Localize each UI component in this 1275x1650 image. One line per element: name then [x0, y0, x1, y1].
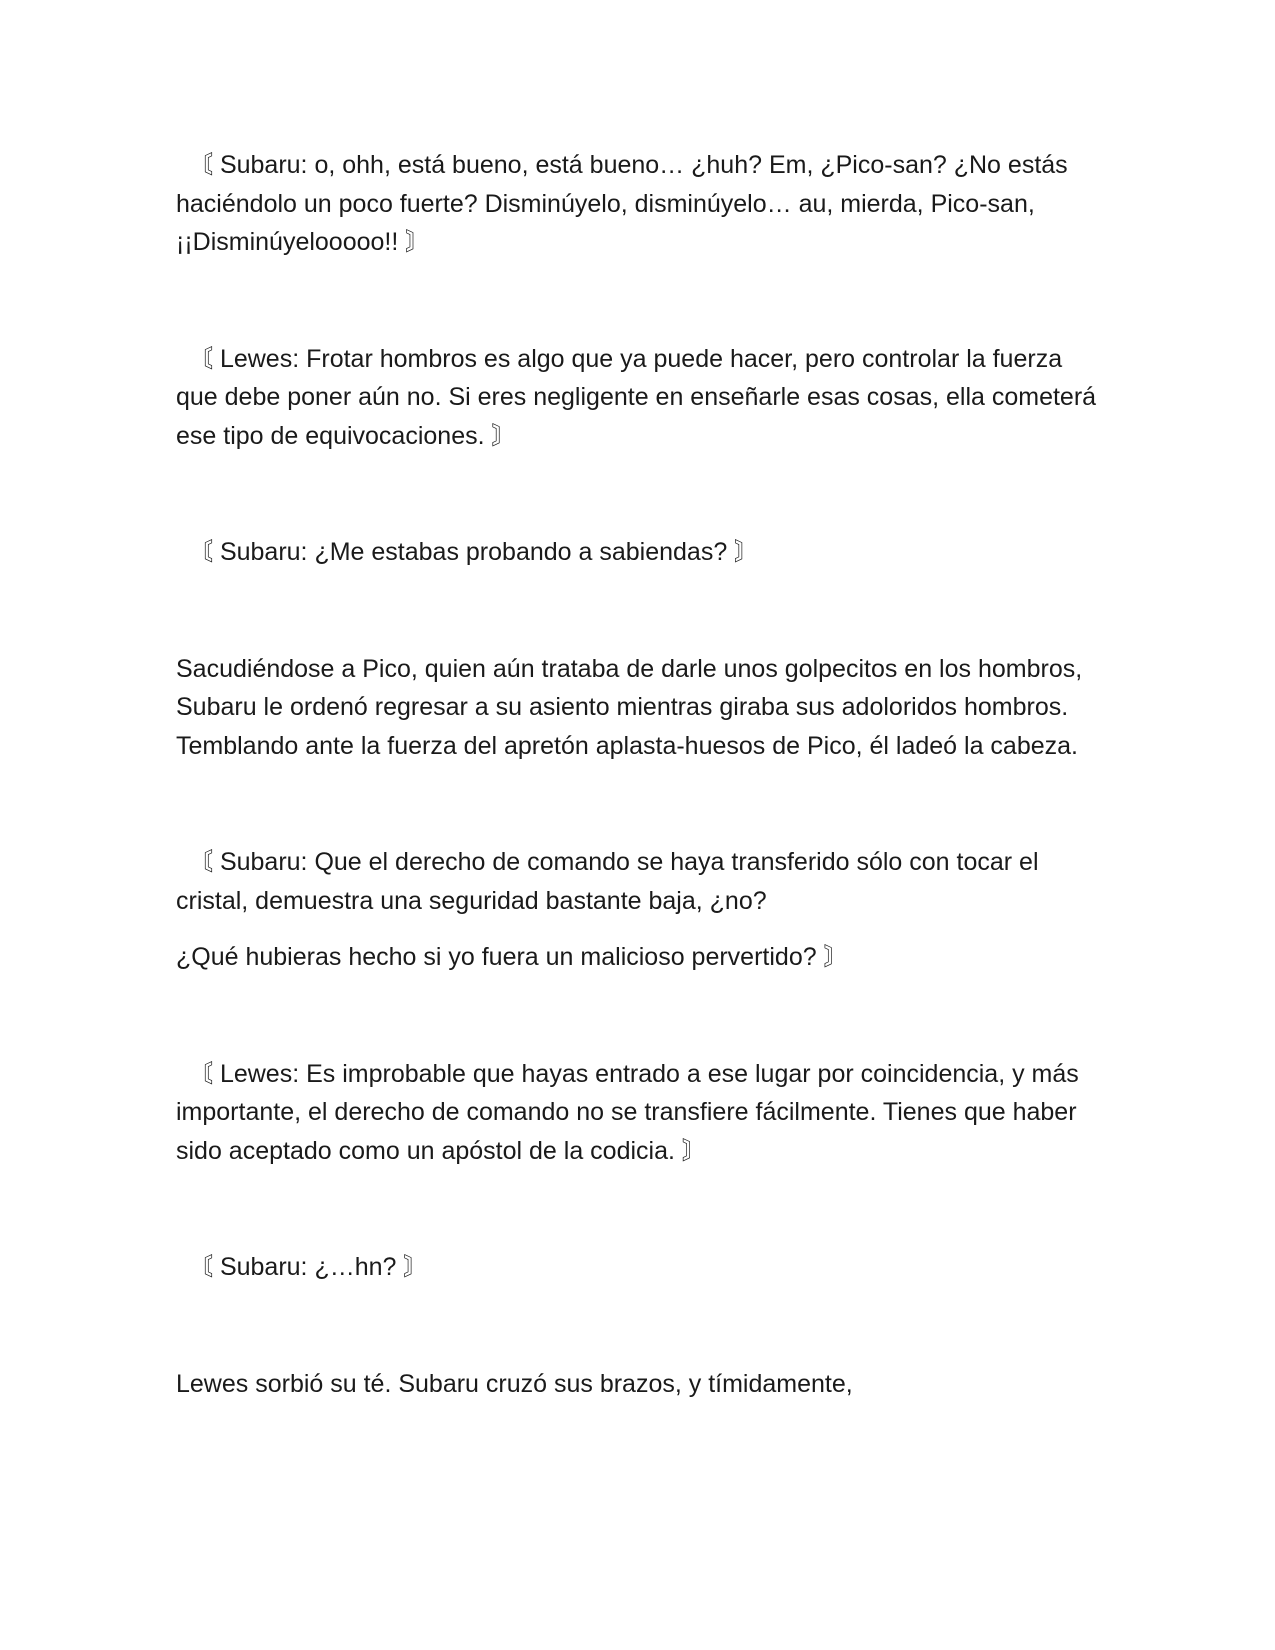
paragraph-lewes-dialogue: 〘 Lewes: Es improbable que hayas entrado a ese lugar por coincidencia, y más importante, el derecho de comando no se transfiere fácilmente. Tienes que haber sido aceptado como un apóstol de la codicia. 〙	[176, 1059, 1079, 1165]
document-body	[176, 146, 1106, 1403]
paragraph-lewes-dialogue: 〘 Lewes: Frotar hombros es algo que ya puede hacer, pero controlar la fuerza que debe poner aún no. Si eres negligente en enseñarle esas cosas, ella cometerá ese tipo de equivocaciones. 〙	[176, 344, 1097, 450]
paragraph-subaru-dialogue: 〘 Subaru: Que el derecho de comando se haya transferido sólo con tocar el cristal, demuestra una seguridad bastante baja, ¿no?	[176, 848, 1039, 915]
paragraph-subaru-dialogue-continued: ¿Qué hubieras hecho si yo fuera un malicioso pervertido? 〙	[176, 943, 849, 971]
paragraph-subaru-dialogue: 〘 Subaru: ¿…hn? 〙	[188, 1253, 429, 1281]
paragraph-narration: Lewes sorbió su té. Subaru cruzó sus brazos, y tímidamente,	[176, 1369, 853, 1398]
paragraph-subaru-dialogue: 〘 Subaru: o, ohh, está bueno, está bueno… ¿huh? Em, ¿Pico-san? ¿No estás haciéndolo un poco fuerte? Disminúyelo, disminúyelo… au, mierda, Pico-san, ¡¡Disminúyelooooo!! 〙	[176, 151, 1068, 256]
paragraph-subaru-dialogue: 〘 Subaru: ¿Me estabas probando a sabiendas? 〙	[188, 538, 760, 566]
paragraph-narration: Sacudiéndose a Pico, quien aún trataba de darle unos golpecitos en los hombros, Subaru le ordenó regresar a su asiento mientras giraba sus adoloridos hombros. Temblando ante la fuerza del apretón aplasta-huesos de Pico, él ladeó la cabeza.	[176, 654, 1083, 760]
